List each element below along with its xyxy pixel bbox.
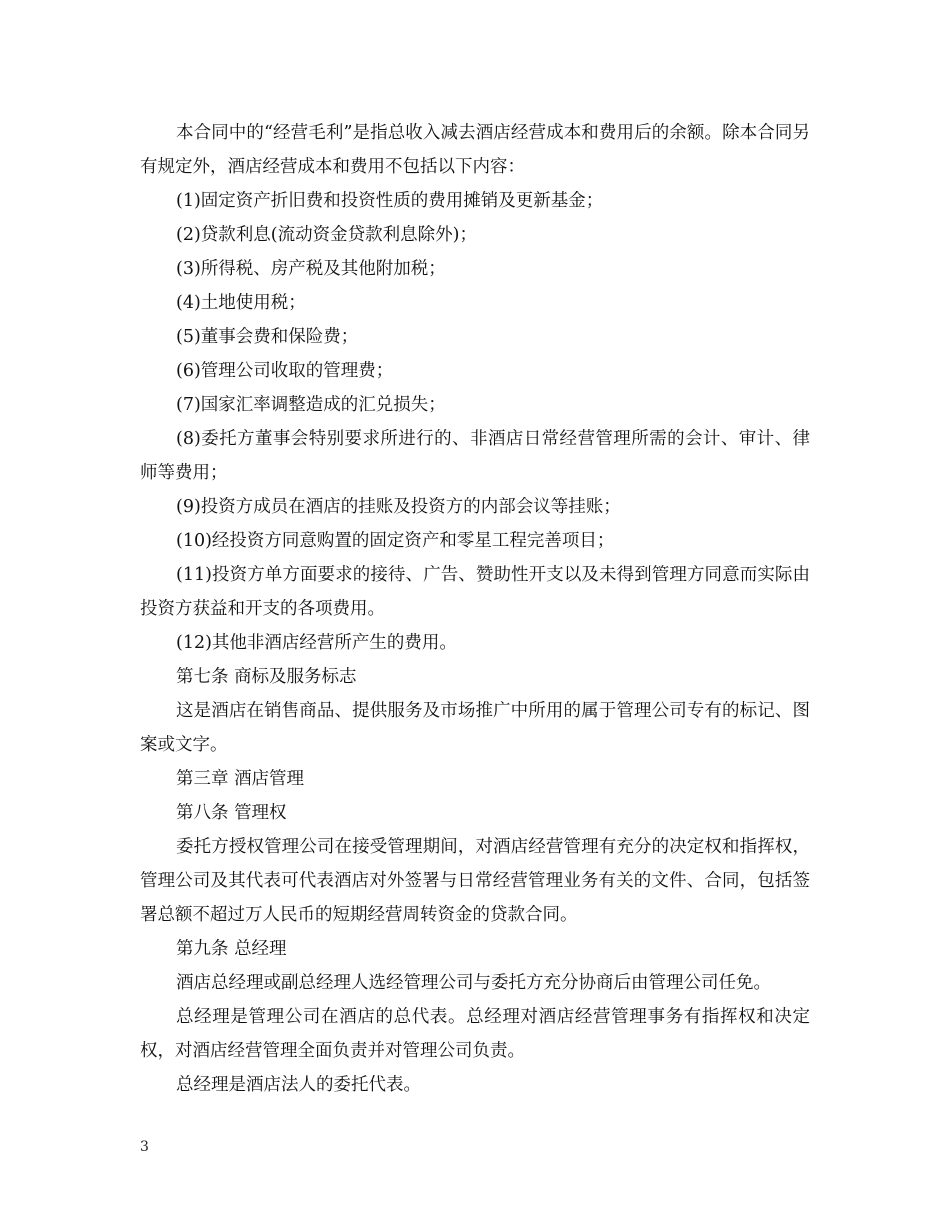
article-9-text-1: 酒店总经理或副总经理人选经管理公司与委托方充分协商后由管理公司任免。 [176,973,771,993]
article-8-heading: 第八条 管理权 [176,803,287,823]
list-item-6: (6)管理公司收取的管理费； [176,361,394,381]
list-item-8: (8)委托方董事会特别要求所进行的、非酒店日常经营管理所需的会计、审计、律师等费用； [140,429,810,483]
list-item-9: (9)投资方成员在酒店的挂账及投资方的内部会议等挂账； [176,497,621,517]
page-number: 3 [140,1139,149,1155]
article-9-heading: 第九条 总经理 [176,939,287,959]
list-item-5: (5)董事会费和保险费； [176,327,359,347]
list-item-3: (3)所得税、房产税及其他附加税； [176,259,446,279]
article-9-text-2: 总经理是管理公司在酒店的总代表。总经理对酒店经营管理事务有指挥权和决定权，对酒店经营管理全面负责并对管理公司负责。 [140,1007,810,1061]
list-item-11: (11)投资方单方面要求的接待、广告、赞助性开支以及未得到管理方同意而实际由投资方获益和开支的各项费用。 [140,565,810,619]
list-item-7: (7)国家汇率调整造成的汇兑损失； [176,395,446,415]
article-7-heading: 第七条 商标及服务标志 [176,667,357,687]
article-9-text-3: 总经理是酒店法人的委托代表。 [176,1075,421,1095]
document-body [140,116,810,1102]
list-item-4: (4)土地使用税； [176,293,306,313]
list-item-12: (12)其他非酒店经营所产生的费用。 [176,633,457,653]
paragraph-gross-profit-definition: 本合同中的“经营毛利”是指总收入减去酒店经营成本和费用后的余额。除本合同另有规定外，酒店经营成本和费用不包括以下内容： [140,123,810,177]
article-8-text: 委托方授权管理公司在接受管理期间，对酒店经营管理有充分的决定权和指挥权，管理公司及其代表可代表酒店对外签署与日常经营管理业务有关的文件、合同，包括签署总额不超过万人民币的短期经营周转资金的贷款合同。 [140,837,810,925]
list-item-10: (10)经投资方同意购置的固定资产和零星工程完善项目； [176,531,615,551]
chapter-3-heading: 第三章 酒店管理 [176,769,305,789]
list-item-2: (2)贷款利息(流动资金贷款利息除外)； [176,225,477,245]
article-7-text: 这是酒店在销售商品、提供服务及市场推广中所用的属于管理公司专有的标记、图案或文字。 [140,701,810,755]
list-item-1: (1)固定资产折旧费和投资性质的费用摊销及更新基金； [176,191,604,211]
